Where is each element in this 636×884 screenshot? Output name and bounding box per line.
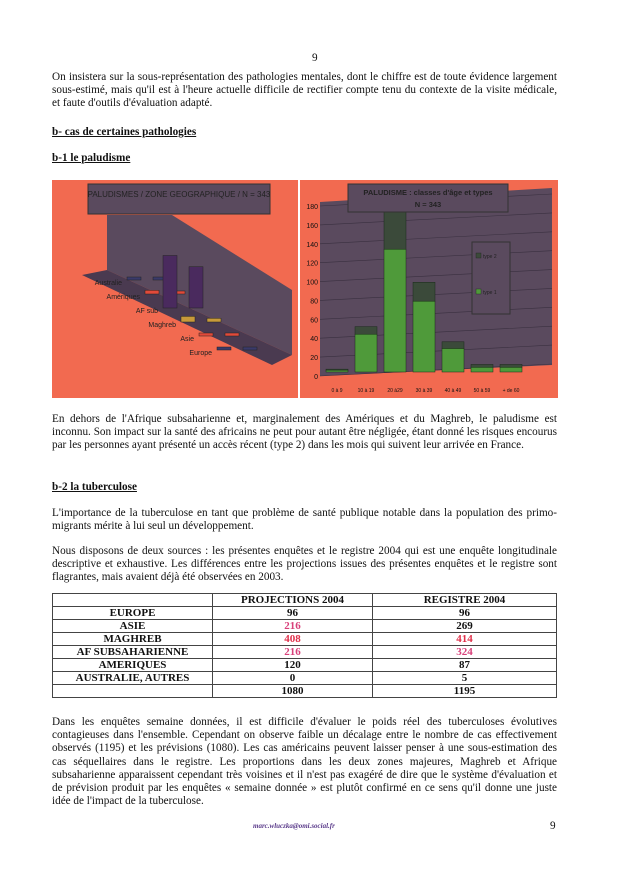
category-label: Amériques — [106, 294, 140, 301]
x-tick-label: 10 à 19 — [357, 388, 375, 394]
bar-type2-AFsub — [189, 267, 203, 308]
intro-paragraph: On insistera sur la sous-représentation des pathologies mentales, dont le chiffre est de toute évidence largement sous-estimé, mais qu'il est à l'heure actuelle difficile de rectifier compte tenu du contexte de la visite médicale, et faute d'outils d'évaluation adapté. — [52, 71, 557, 110]
legend-swatch — [476, 289, 481, 294]
tb-paragraph-3: Dans les enquêtes semaine données, il est difficile d'évaluer le poids réel des tuberculoses évolutives contagieuses dans l'ensemble. Cependant on observe faible un décalage entre le nombre de cas effectivement observés (1195) et les prévisions (1080). Les cas américains peuvent laisser penser à une sous-estimation des cas séquellaires dans le registre. Les proportions dans les deux zones majeures, Maghreb et Afrique subsaharienne apparaissent cependant très voisines et il n'est pas exagéré de dire que le système d'évaluation et de prévision produit par les enquêtes « semaine donnée » est plutôt confirmé en ce sens qu'il donne une juste idée de l'impact de la tuberculose. — [52, 716, 557, 808]
table-header: PROJECTIONS 2004 — [213, 594, 373, 607]
chart-zone-geo-svg — [52, 180, 298, 398]
cell-value: 96 — [213, 607, 373, 620]
cell-value: 1080 — [213, 685, 373, 698]
chart-zone-geo — [52, 180, 298, 398]
category-label: AF sub — [135, 308, 158, 315]
table-row — [53, 659, 557, 672]
row-label — [53, 685, 213, 698]
bar-type2-Europe — [243, 347, 257, 350]
x-tick-label: 20 à29 — [387, 388, 403, 394]
bar-type2-0 — [326, 369, 348, 370]
y-tick-label: 140 — [306, 241, 318, 249]
heading-b2: b-2 la tuberculose — [52, 481, 137, 493]
table-row — [53, 685, 557, 698]
tb-table — [52, 593, 557, 698]
row-label: AUSTRALIE, AUTRES — [53, 672, 213, 685]
y-tick-label: 160 — [306, 222, 318, 230]
bar-type1-Asie — [199, 333, 213, 336]
category-label: Australie — [94, 280, 122, 287]
heading-b: b- cas de certaines pathologies — [52, 126, 197, 138]
bar-type1-5 — [471, 367, 493, 372]
table-row — [53, 646, 557, 659]
legend-swatch — [476, 253, 481, 258]
y-tick-label: 80 — [310, 298, 318, 306]
bar-type2-5 — [471, 364, 493, 367]
bar-type2-6 — [500, 364, 522, 367]
category-label: Maghreb — [148, 322, 176, 329]
cell-value: 414 — [373, 633, 557, 646]
chart-title-box — [88, 184, 270, 214]
bar-type2-2 — [384, 207, 406, 250]
y-tick-label: 20 — [310, 355, 318, 363]
legend-label: type 2 — [483, 254, 497, 260]
bar-type1-Europe — [217, 347, 231, 350]
bar-type2-1 — [355, 327, 377, 335]
tb-paragraph-1: L'importance de la tuberculose en tant que problème de santé publique notable dans la population des primo-migrants mérite à lui seul un développement. — [52, 507, 557, 533]
row-label: MAGHREB — [53, 633, 213, 646]
cell-value: 120 — [213, 659, 373, 672]
bar-type1-Amériques — [145, 290, 159, 294]
row-label: ASIE — [53, 620, 213, 633]
bar-type2-Maghreb — [207, 318, 221, 322]
y-tick-label: 60 — [310, 317, 318, 325]
table-row — [53, 620, 557, 633]
paludisme-paragraph: En dehors de l'Afrique subsaharienne et, marginalement des Amériques et du Maghreb, le paludisme est inconnu. Son impact sur la santé des africains ne peut pour autant être négligée, étant donné les risques encourus par les personnes ayant présenté un accès récent (type 2) dans les mois qui suivent leur arrivée en France. — [52, 413, 557, 452]
table-row — [53, 672, 557, 685]
chart-subtitle: N = 343 — [414, 200, 442, 209]
x-tick-label: 30 à 39 — [415, 388, 433, 394]
x-tick-label: 40 à 49 — [444, 388, 462, 394]
x-tick-label: 0 à 9 — [331, 388, 343, 394]
cell-value: 5 — [373, 672, 557, 685]
row-label: EUROPE — [53, 607, 213, 620]
table-row — [53, 633, 557, 646]
tb-paragraph-2: Nous disposons de deux sources : les présentes enquêtes et le registre 2004 qui est une enquête longitudinale descriptive et exhaustive. Les différences entre les projections issues des présentes enquêtes et le registre sont flagrantes, mais avaient déjà été observées en 2003. — [52, 545, 557, 584]
bar-type2-3 — [413, 282, 435, 301]
bar-type2-Asie — [225, 333, 239, 336]
cell-value: 324 — [373, 646, 557, 659]
cell-value: 216 — [213, 620, 373, 633]
cell-value: 96 — [373, 607, 557, 620]
table-header: REGISTRE 2004 — [373, 594, 557, 607]
x-tick-label: 50 à 59 — [473, 388, 491, 394]
chart-age-classes-svg — [300, 180, 558, 398]
cell-value: 0 — [213, 672, 373, 685]
page-number-bottom: 9 — [550, 820, 556, 832]
page-number-top: 9 — [312, 52, 318, 64]
category-label: Europe — [189, 350, 212, 357]
bar-type1-3 — [413, 301, 435, 372]
cell-value: 87 — [373, 659, 557, 672]
cell-value: 269 — [373, 620, 557, 633]
heading-b1: b-1 le paludisme — [52, 152, 131, 164]
category-label: Asie — [180, 336, 194, 343]
bar-type1-4 — [442, 348, 464, 372]
y-tick-label: 100 — [306, 279, 318, 287]
legend-label: type 1 — [483, 290, 497, 296]
bar-type1-Australie — [127, 277, 141, 280]
footer-email: marc.wluczka@omi.social.fr — [253, 822, 335, 830]
table-row — [53, 607, 557, 620]
chart-title: PALUDISME : classes d'âge et types — [363, 188, 493, 197]
y-tick-label: 0 — [314, 374, 318, 381]
bar-type1-0 — [326, 370, 348, 372]
chart-title: PALUDISMES / ZONE GEOGRAPHIQUE / N = 343 — [87, 190, 271, 199]
bar-type1-6 — [500, 367, 522, 372]
bar-type1-Maghreb — [181, 316, 195, 322]
chart-age-classes — [300, 180, 558, 398]
bar-type2-4 — [442, 342, 464, 349]
row-label: AMERIQUES — [53, 659, 213, 672]
cell-value: 408 — [213, 633, 373, 646]
y-tick-label: 180 — [306, 204, 318, 211]
bar-type1-1 — [355, 334, 377, 372]
row-label: AF SUBSAHARIENNE — [53, 646, 213, 659]
bar-type1-2 — [384, 249, 406, 372]
bar-type1-AFsub — [163, 256, 177, 309]
cell-value: 216 — [213, 646, 373, 659]
y-tick-label: 120 — [306, 260, 318, 268]
x-tick-label: + de 60 — [502, 388, 520, 394]
table-header-row — [53, 594, 557, 607]
table-header — [53, 594, 213, 607]
cell-value: 1195 — [373, 685, 557, 698]
y-tick-label: 40 — [310, 336, 318, 344]
